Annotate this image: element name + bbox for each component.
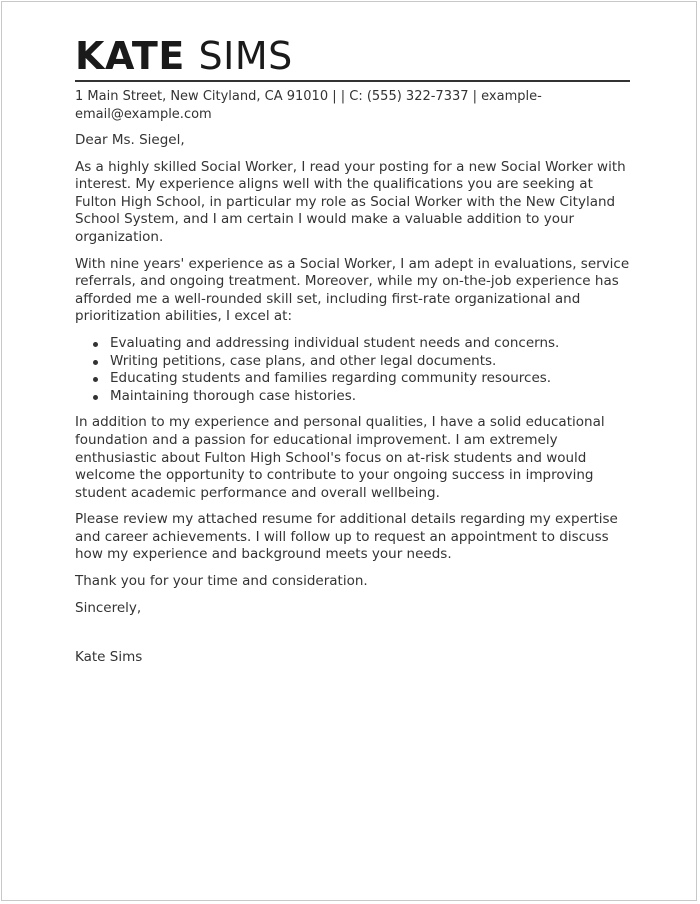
paragraph-education: In addition to my experience and personal qualities, I have a solid educational foundation and a passion for educational improvement. I am extremely enthusiastic about Fulton High School's focus on at-risk students and would welcome the opportunity to contribute to your ongoing success in improving student academic performance and overall wellbeing. bbox=[75, 414, 605, 501]
list-item bbox=[93, 370, 635, 388]
contact-info: 1 Main Street, New Cityland, CA 91010 | | C: (555) 322-7337 | example-email@example.com bbox=[75, 89, 542, 122]
list-item-text: Evaluating and addressing individual student needs and concerns. bbox=[110, 334, 560, 351]
list-item bbox=[93, 335, 635, 353]
list-item-text: Writing petitions, case plans, and other legal documents. bbox=[110, 352, 497, 369]
cover-letter bbox=[75, 34, 635, 667]
thanks-line: Thank you for your time and consideration. bbox=[75, 573, 368, 590]
bullet-icon bbox=[93, 377, 98, 382]
paragraph-intro: As a highly skilled Social Worker, I read your posting for a new Social Worker with interest. My experience aligns well with the qualifications you are seeking at Fulton High School, in particular my role as Social Worker with the New Cityland School System, and I am certain I would make a valuable addition to your organization. bbox=[75, 158, 626, 245]
list-item-text: Educating students and families regarding community resources. bbox=[110, 370, 552, 387]
header-divider bbox=[75, 80, 630, 82]
paragraph-follow-up: Please review my attached resume for additional details regarding my expertise and career achievements. I will follow up to request an appointment to discuss how my experience and background meets your needs. bbox=[75, 511, 618, 563]
last-name: SIMS bbox=[198, 34, 293, 78]
bullet-icon bbox=[93, 395, 98, 400]
bullet-icon bbox=[93, 342, 98, 347]
applicant-name bbox=[75, 34, 635, 78]
closing: Sincerely, bbox=[75, 599, 142, 616]
document-page bbox=[1, 1, 697, 901]
salutation: Dear Ms. Siegel, bbox=[75, 132, 185, 148]
list-item bbox=[93, 353, 635, 371]
signature-name: Kate Sims bbox=[75, 649, 143, 666]
bullet-icon bbox=[93, 360, 98, 365]
list-item bbox=[93, 388, 635, 406]
paragraph-experience: With nine years' experience as a Social Worker, I am adept in evaluations, service referrals, and ongoing treatment. Moreover, while my on-the-job experience has afforded me a well-rounded skill set, including first-rate organizational and prioritization abilities, I excel at: bbox=[75, 255, 630, 325]
first-name: KATE bbox=[75, 34, 185, 78]
skills-list bbox=[75, 335, 635, 405]
list-item-text: Maintaining thorough case histories. bbox=[110, 387, 357, 404]
